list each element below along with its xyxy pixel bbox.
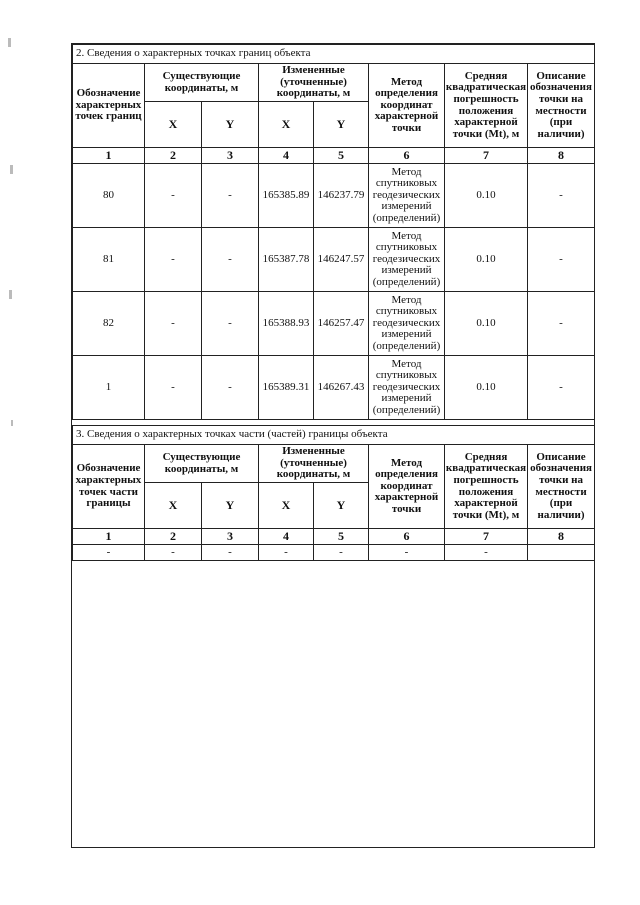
point-id: 80 (73, 164, 145, 228)
point-id: 81 (73, 228, 145, 292)
mt-value: - (445, 545, 528, 561)
boundary-points-table (72, 44, 595, 420)
section-title: 2. Сведения о характерных точках границ объекта (73, 45, 595, 64)
column-number: 5 (314, 148, 369, 164)
existing-y-value: - (202, 292, 259, 356)
part-boundary-points-table (72, 425, 595, 561)
x-value: 165387.78 (259, 228, 314, 292)
y-value: - (314, 545, 369, 561)
existing-x-value: - (145, 164, 202, 228)
header-point-label: Обозначение характерных точек границ (73, 64, 145, 148)
point-id: - (73, 545, 145, 561)
existing-y-value: - (202, 228, 259, 292)
point-id: 82 (73, 292, 145, 356)
column-number: 1 (73, 148, 145, 164)
point-id: 1 (73, 356, 145, 420)
header-description: Описание обозначения точки на местности (при наличии) (528, 64, 595, 148)
x-value: 165389.31 (259, 356, 314, 420)
method-value: Метод спутниковых геодезических измерений (определений) (369, 228, 445, 292)
mt-value: 0.10 (445, 292, 528, 356)
section-title: 3. Сведения о характерных точках части (частей) границы объекта (73, 426, 595, 445)
header-existing-y: Y (202, 483, 259, 529)
header-point-label: Обозначение характерных точек части границы (73, 445, 145, 529)
column-number: 2 (145, 529, 202, 545)
scan-mark (10, 165, 13, 174)
existing-y-value: - (202, 545, 259, 561)
y-value: 146237.79 (314, 164, 369, 228)
header-changed-y: Y (314, 102, 369, 148)
header-error: Средняя квадратическая погрешность положения характерной точки (Mt), м (445, 64, 528, 148)
x-value: 165385.89 (259, 164, 314, 228)
header-method: Метод определения координат характерной точки (369, 445, 445, 529)
scan-mark (11, 420, 13, 426)
existing-x-value: - (145, 545, 202, 561)
header-existing-y: Y (202, 102, 259, 148)
header-existing-coords: Существующие координаты, м (145, 64, 259, 102)
table-row (73, 164, 595, 228)
header-description: Описание обозначения точки на местности (при наличии) (528, 445, 595, 529)
description-value: - (528, 292, 595, 356)
mt-value: 0.10 (445, 164, 528, 228)
column-number: 5 (314, 529, 369, 545)
header-changed-coords: Измененные (уточненные) координаты, м (259, 445, 369, 483)
description-value: - (528, 228, 595, 292)
table-row (73, 545, 595, 561)
header-changed-x: X (259, 483, 314, 529)
column-number: 6 (369, 529, 445, 545)
column-number: 4 (259, 148, 314, 164)
y-value: 146247.57 (314, 228, 369, 292)
description-value: - (528, 356, 595, 420)
column-number: 7 (445, 529, 528, 545)
column-number: 3 (202, 148, 259, 164)
header-existing-x: X (145, 483, 202, 529)
mt-value: 0.10 (445, 228, 528, 292)
column-number: 2 (145, 148, 202, 164)
method-value: Метод спутниковых геодезических измерений (определений) (369, 356, 445, 420)
mt-value: 0.10 (445, 356, 528, 420)
y-value: 146257.47 (314, 292, 369, 356)
table-row (73, 228, 595, 292)
table-row (73, 292, 595, 356)
y-value: 146267.43 (314, 356, 369, 420)
scan-mark (8, 38, 11, 47)
header-error: Средняя квадратическая погрешность положения характерной точки (Mt), м (445, 445, 528, 529)
description-value (528, 545, 595, 561)
existing-y-value: - (202, 164, 259, 228)
column-number: 8 (528, 529, 595, 545)
header-changed-coords: Измененные (уточненные) координаты, м (259, 64, 369, 102)
document-frame (71, 43, 595, 848)
x-value: 165388.93 (259, 292, 314, 356)
header-method: Метод определения координат характерной точки (369, 64, 445, 148)
existing-x-value: - (145, 228, 202, 292)
existing-x-value: - (145, 292, 202, 356)
method-value: - (369, 545, 445, 561)
column-number: 4 (259, 529, 314, 545)
header-existing-coords: Существующие координаты, м (145, 445, 259, 483)
existing-x-value: - (145, 356, 202, 420)
column-number: 6 (369, 148, 445, 164)
x-value: - (259, 545, 314, 561)
method-value: Метод спутниковых геодезических измерений (определений) (369, 292, 445, 356)
header-changed-x: X (259, 102, 314, 148)
header-changed-y: Y (314, 483, 369, 529)
header-existing-x: X (145, 102, 202, 148)
description-value: - (528, 164, 595, 228)
column-number: 1 (73, 529, 145, 545)
table-row (73, 356, 595, 420)
existing-y-value: - (202, 356, 259, 420)
column-number: 3 (202, 529, 259, 545)
scan-mark (9, 290, 12, 299)
column-number: 8 (528, 148, 595, 164)
column-number: 7 (445, 148, 528, 164)
method-value: Метод спутниковых геодезических измерений (определений) (369, 164, 445, 228)
